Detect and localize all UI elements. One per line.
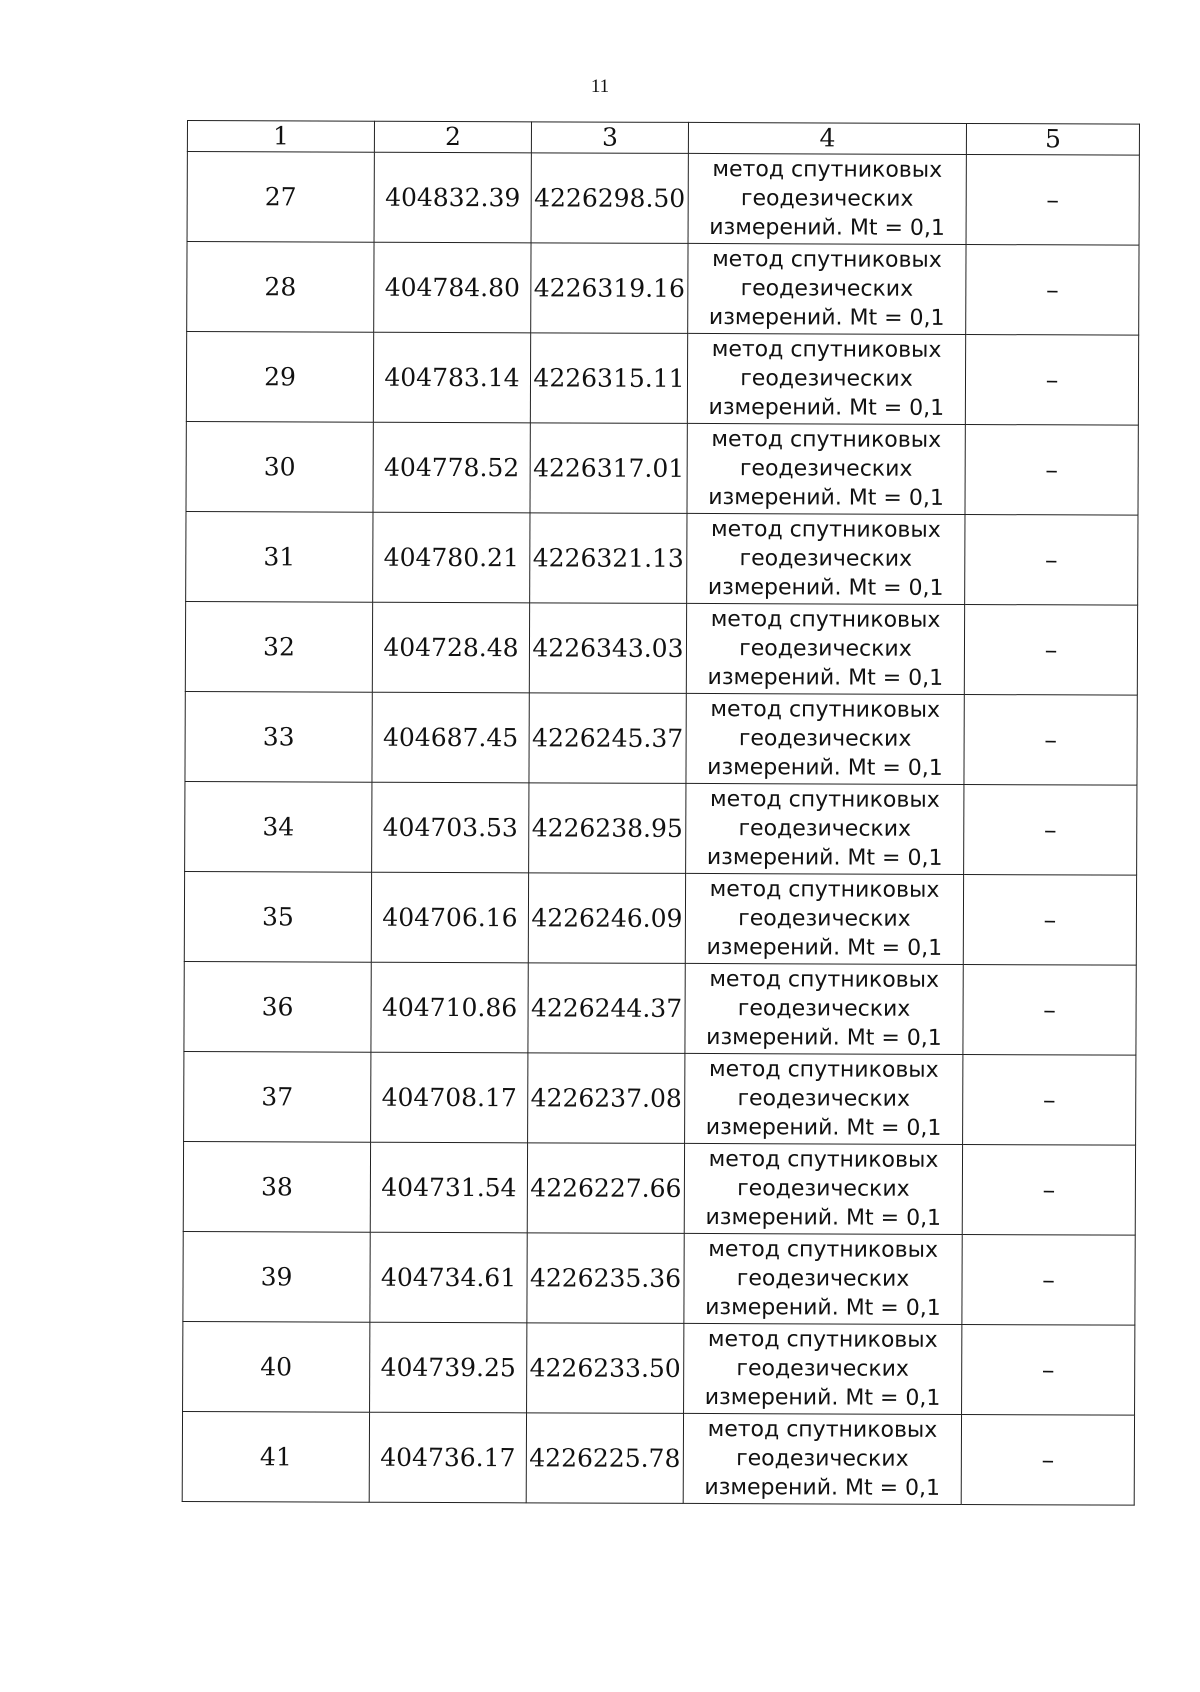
method-text-line: измерений. Mt = 0,1 (706, 935, 943, 961)
method-text-line: метод спутниковых (711, 337, 942, 363)
table-row (183, 1141, 1135, 1235)
method-text-line: измерений. Mt = 0,1 (705, 1204, 942, 1231)
y-coordinate-cell: 4226319.16 (531, 243, 688, 334)
column-header-4: 4 (688, 122, 966, 154)
table-row (184, 871, 1136, 965)
y-coordinate-cell: 4226343.03 (529, 603, 686, 694)
y-coordinate-cell: 4226246.09 (528, 873, 685, 964)
method-cell (684, 1143, 962, 1234)
table-row (186, 332, 1138, 426)
table-row (186, 511, 1138, 605)
coordinates-table (182, 120, 1140, 1506)
x-coordinate-cell: 404706.16 (371, 872, 528, 963)
method-text-line: геодезических (736, 1356, 910, 1382)
y-coordinate-cell: 4226244.37 (528, 963, 685, 1054)
method-text-line: метод спутниковых (707, 1327, 938, 1353)
point-number-cell: 33 (185, 691, 372, 782)
x-coordinate-cell: 404708.17 (371, 1052, 528, 1143)
method-text-line: измерений. Mt = 0,1 (704, 1474, 941, 1501)
method-text-line: геодезических (739, 456, 913, 482)
table-row (187, 242, 1139, 336)
page-number: 11 (590, 76, 610, 97)
method-text-line: геодезических (736, 1266, 910, 1292)
method-text-line: измерений. Mt = 0,1 (708, 485, 944, 511)
point-number-cell: 29 (186, 332, 373, 423)
method-text-line: геодезических (737, 1176, 910, 1202)
method-text-line: метод спутниковых (712, 157, 943, 183)
method-cell (686, 693, 964, 784)
method-text-line: измерений. Mt = 0,1 (705, 1114, 942, 1141)
method-text-line: геодезических (738, 816, 912, 842)
y-coordinate-cell: 4226227.66 (527, 1143, 684, 1234)
method-cell (687, 423, 965, 514)
table-row (183, 1321, 1135, 1415)
method-text-line: геодезических (736, 1446, 909, 1472)
method-text-line: измерений. Mt = 0,1 (706, 1025, 942, 1051)
note-cell: – (966, 154, 1139, 245)
point-number-cell: 37 (184, 1051, 371, 1142)
method-text-line: метод спутниковых (710, 697, 941, 723)
table-header (187, 121, 1139, 156)
note-cell: – (964, 604, 1137, 695)
point-number-cell: 34 (185, 781, 372, 872)
method-text-line: метод спутниковых (711, 517, 941, 543)
method-text-line: геодезических (739, 636, 912, 662)
method-text-line: метод спутниковых (707, 1417, 938, 1443)
point-number-cell: 32 (185, 601, 372, 692)
x-coordinate-cell: 404780.21 (373, 512, 530, 603)
note-cell: – (966, 244, 1139, 335)
table-row (185, 601, 1137, 695)
method-cell (688, 243, 966, 334)
point-number-cell: 38 (183, 1141, 370, 1232)
table-body (182, 152, 1139, 1506)
table-row (182, 1411, 1134, 1505)
method-cell (684, 1323, 962, 1414)
note-cell: – (962, 1144, 1135, 1235)
method-cell (685, 963, 963, 1054)
method-text-line: геодезических (740, 366, 913, 392)
method-text-line: измерений. Mt = 0,1 (708, 395, 945, 421)
note-cell: – (964, 694, 1137, 785)
method-text-line: геодезических (738, 906, 911, 932)
method-text-line: метод спутниковых (709, 967, 940, 993)
y-coordinate-cell: 4226233.50 (527, 1323, 684, 1414)
note-cell: – (965, 514, 1138, 605)
method-cell (685, 1053, 963, 1144)
method-text-line: измерений. Mt = 0,1 (706, 845, 943, 871)
method-text-line: метод спутниковых (708, 1147, 939, 1173)
method-text-line: геодезических (740, 186, 914, 212)
method-cell (686, 603, 964, 694)
x-coordinate-cell: 404703.53 (372, 782, 529, 873)
header-row (187, 121, 1139, 156)
column-header-2: 2 (374, 121, 531, 153)
method-text-line: метод спутниковых (711, 427, 942, 453)
method-text-line: измерений. Mt = 0,1 (707, 755, 943, 781)
column-header-5: 5 (966, 123, 1139, 155)
x-coordinate-cell: 404731.54 (370, 1142, 527, 1233)
y-coordinate-cell: 4226238.95 (529, 783, 686, 874)
point-number-cell: 28 (187, 242, 374, 333)
note-cell: – (962, 1324, 1135, 1415)
y-coordinate-cell: 4226245.37 (529, 693, 686, 784)
method-text-line: измерений. Mt = 0,1 (708, 305, 945, 331)
method-cell (683, 1413, 961, 1504)
method-text-line: измерений. Mt = 0,1 (705, 1294, 941, 1321)
y-coordinate-cell: 4226315.11 (530, 333, 687, 424)
y-coordinate-cell: 4226235.36 (527, 1233, 684, 1324)
table-row (183, 1231, 1135, 1325)
point-number-cell: 30 (186, 421, 373, 512)
note-cell: – (962, 1234, 1135, 1325)
method-text-line: геодезических (737, 1086, 911, 1112)
x-coordinate-cell: 404687.45 (372, 692, 529, 783)
point-number-cell: 31 (186, 511, 373, 602)
method-cell (687, 333, 965, 424)
note-cell: – (965, 424, 1138, 515)
method-text-line: измерений. Mt = 0,1 (707, 575, 944, 601)
y-coordinate-cell: 4226298.50 (531, 153, 688, 244)
method-cell (685, 873, 963, 964)
table-row (185, 691, 1137, 785)
method-text-line: геодезических (740, 276, 914, 302)
y-coordinate-cell: 4226237.08 (528, 1053, 685, 1144)
method-cell (686, 783, 964, 874)
method-text-line: геодезических (737, 996, 911, 1022)
note-cell: – (961, 1414, 1134, 1505)
x-coordinate-cell: 404832.39 (374, 152, 531, 243)
method-text-line: метод спутниковых (712, 247, 942, 273)
method-text-line: измерений. Mt = 0,1 (709, 215, 945, 241)
method-text-line: метод спутниковых (708, 1237, 939, 1263)
x-coordinate-cell: 404739.25 (370, 1322, 527, 1413)
table-row (184, 961, 1136, 1055)
note-cell: – (965, 334, 1138, 425)
x-coordinate-cell: 404784.80 (374, 242, 531, 333)
method-text-line: метод спутниковых (709, 877, 940, 903)
y-coordinate-cell: 4226225.78 (526, 1413, 683, 1504)
method-text-line: геодезических (738, 726, 912, 752)
x-coordinate-cell: 404734.61 (370, 1232, 527, 1323)
column-header-3: 3 (531, 122, 688, 154)
point-number-cell: 36 (184, 961, 371, 1052)
y-coordinate-cell: 4226317.01 (530, 423, 687, 514)
table-row (185, 781, 1137, 875)
method-cell (688, 153, 966, 244)
point-number-cell: 39 (183, 1231, 370, 1322)
point-number-cell: 35 (184, 871, 371, 962)
note-cell: – (963, 1054, 1136, 1145)
table-row (184, 1051, 1136, 1145)
table-row (187, 152, 1139, 246)
method-cell (687, 513, 965, 604)
column-header-1: 1 (187, 121, 374, 153)
method-cell (684, 1233, 962, 1324)
x-coordinate-cell: 404783.14 (373, 332, 530, 423)
x-coordinate-cell: 404728.48 (372, 602, 529, 693)
point-number-cell: 27 (187, 152, 374, 243)
method-text-line: измерений. Mt = 0,1 (707, 665, 944, 691)
method-text-line: измерений. Mt = 0,1 (704, 1384, 941, 1411)
y-coordinate-cell: 4226321.13 (530, 513, 687, 604)
note-cell: – (963, 964, 1136, 1055)
table-row (186, 421, 1138, 515)
method-text-line: метод спутниковых (708, 1057, 939, 1083)
note-cell: – (963, 874, 1136, 965)
method-text-line: метод спутниковых (709, 787, 940, 813)
point-number-cell: 41 (182, 1411, 369, 1502)
note-cell: – (964, 784, 1137, 875)
x-coordinate-cell: 404710.86 (371, 962, 528, 1053)
x-coordinate-cell: 404778.52 (373, 422, 530, 513)
x-coordinate-cell: 404736.17 (369, 1412, 526, 1503)
point-number-cell: 40 (183, 1321, 370, 1412)
method-text-line: геодезических (739, 546, 913, 572)
method-text-line: метод спутниковых (710, 607, 941, 633)
